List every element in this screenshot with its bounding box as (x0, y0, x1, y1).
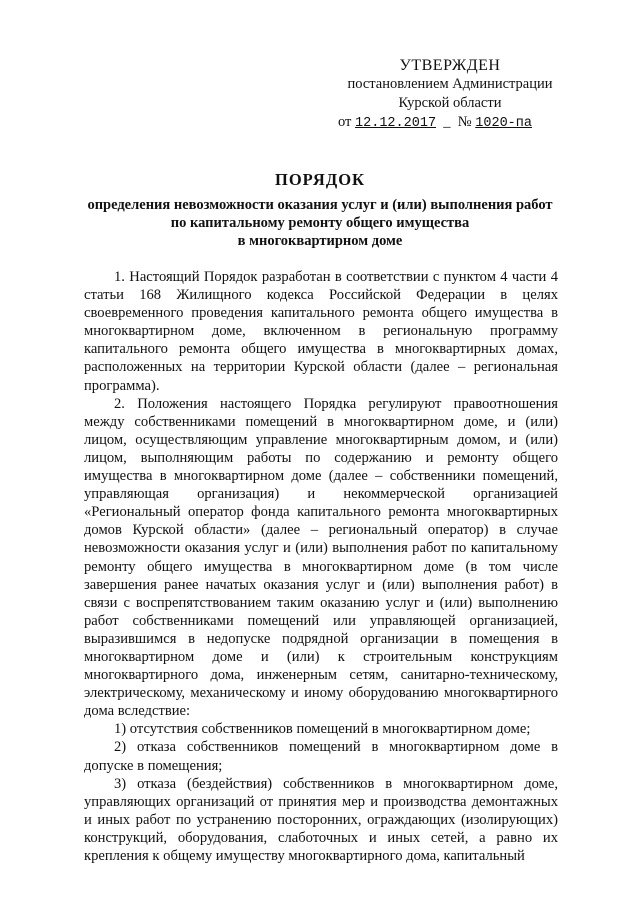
approval-title: УТВЕРЖДЕН (399, 57, 501, 74)
document-body (84, 268, 558, 865)
approval-block (330, 56, 570, 133)
date-prefix: от (338, 114, 352, 130)
document-title: ПОРЯДОК (275, 170, 365, 189)
approval-date: 12.12.2017 (355, 116, 437, 131)
approval-line-1: постановлением Администрации (347, 76, 553, 92)
paragraph-2: 2. Положения настоящего Порядка регулируют правоотношения между собственниками помещений в многоквартирном доме, и (или) лицом, осуществляющим управление многоквартирным домом, и (или) лицом, выполняющим работы по содержанию и ремонту общего имущества в многоквартирном доме (далее – собственники помещений, управляющая организация) и некоммерческой организацией «Региональный оператор фонда капитального ремонта многоквартирных домов Курской области» (далее – региональный оператор) в случае невозможности оказания услуг и (или) выполнения работ по капитальному ремонту общего имущества в многоквартирном доме (в том числе завершения ранее начатых оказания услуг и (или) выполнения работ) в связи с воспрепятствованием таким оказанию услуг и (или) выполнению работ собственниками помещений или управляющей организацией, выразившимся в недопуске подрядной организации в помещения в многоквартирном доме и (или) к строительным конструкциям многоквартирного дома, инженерным сетям, санитарно-техническому, электрическому, механическому и иному оборудованию многоквартирного дома вследствие: (84, 395, 558, 720)
paragraph-1: 1. Настоящий Порядок разработан в соответствии с пунктом 4 части 4 статьи 168 Жилищного кодекса Российской Федерации в целях своевременного проведения капитального ремонта общего имущества в многоквартирном доме, включенном в региональную программу капитального ремонта общего имущества в многоквартирных домах, расположенных на территории Курской области (далее – региональная программа). (84, 269, 558, 394)
approval-date-line: от 12.12.2017 _ № 1020-па (338, 114, 532, 131)
approval-number: 1020-па (475, 116, 532, 131)
document-subtitle-3: в многоквартирном доме (237, 233, 403, 249)
list-item-1: 1) отсутствия собственников помещений в многоквартирном доме; (114, 721, 531, 738)
list-item-2: 2) отказа собственников помещений в многоквартирном доме в допуске в помещения; (84, 739, 558, 774)
document-subtitle-1: определения невозможности оказания услуг и (или) выполнения работ (87, 197, 553, 213)
approval-line-2: Курской области (398, 95, 502, 111)
document-subtitle-2: по капитальному ремонту общего имущества (170, 215, 470, 231)
list-item-3: 3) отказа (бездействия) собственников в многоквартирном доме, управляющих организаций от принятия мер и производства демонтажных и иных работ по устранению посторонних, ограждающих (изолирующих) конструкций, оборудования, слаботочных и иных сетей, а равно их крепления к общему имуществу многоквартирного дома, капитальный (84, 775, 558, 864)
number-prefix: № (457, 114, 472, 130)
document-heading (60, 170, 580, 250)
